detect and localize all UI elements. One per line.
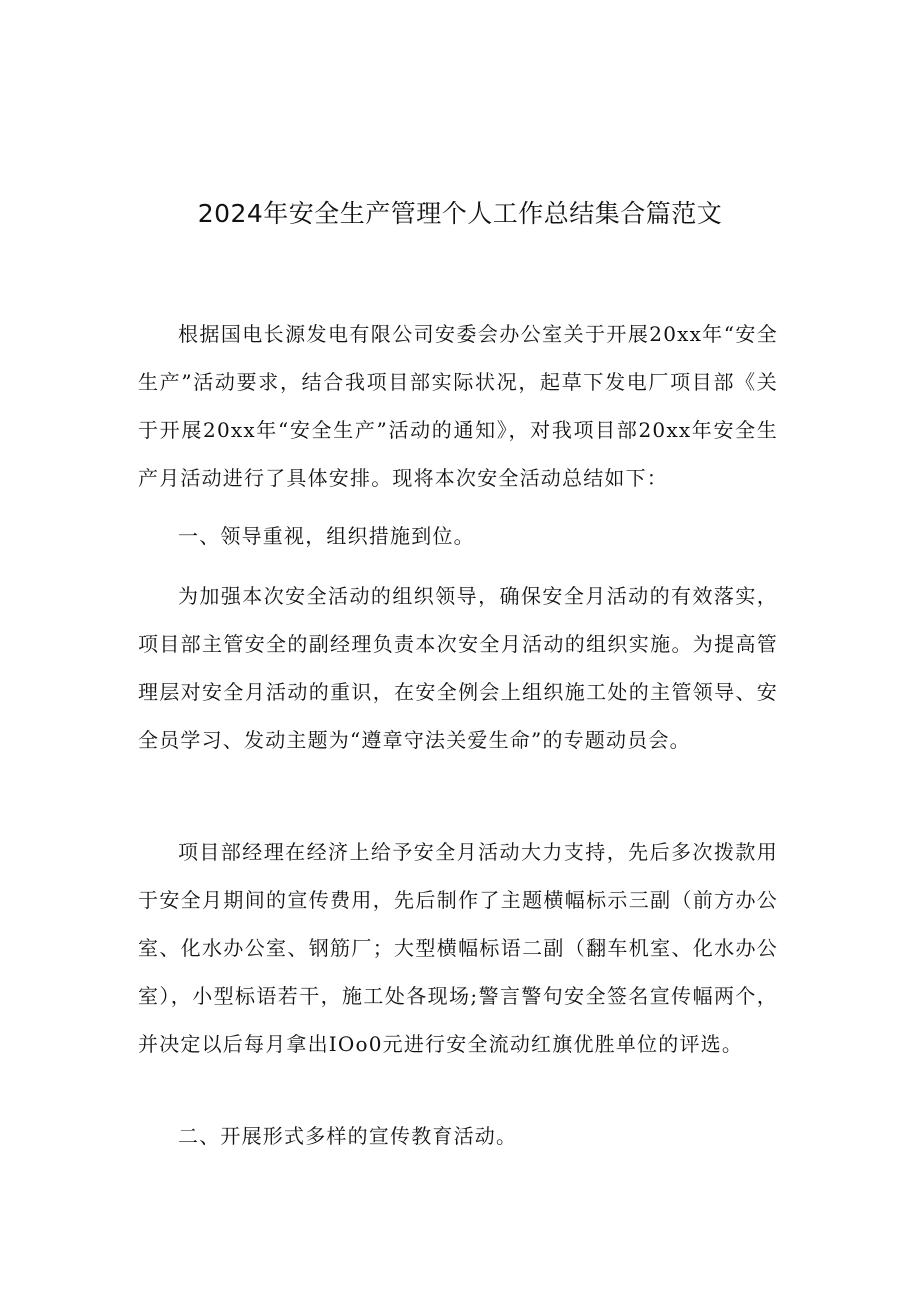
document-title: 2024年安全生产管理个人工作总结集合篇范文 xyxy=(197,199,723,228)
section-heading-1: 一、领导重视，组织措施到位。 xyxy=(178,524,475,548)
paragraph-funding: 项目部经理在经济上给予安全月活动大力支持，先后多次拨款用于安全月期间的宣传费用，先后制作了主题横幅标示三副（前方办公室、化水办公室、钢筋厂；大型横幅标语二副（翻车机室、化水办公室），小型标语若干，施工处各现场;警言警句安全签名宣传幅两个，并决定以后每月拿出IOo0元进行安全流动红旗优胜单位的评选。 xyxy=(138,840,778,1056)
section-heading-2: 二、开展形式多样的宣传教育活动。 xyxy=(178,1124,518,1148)
paragraph-leadership: 为加强本次安全活动的组织领导，确保安全月活动的有效落实，项目部主管安全的副经理负责本次安全月活动的组织实施。为提高管理层对安全月活动的重识，在安全例会上组织施工处的主管领导、安全员学习、发动主题为“遵章守法关爱生命”的专题动员会。 xyxy=(138,584,778,752)
paragraph-intro: 根据国电长源发电有限公司安委会办公室关于开展20xx年“安全生产”活动要求，结合我项目部实际状况，起草下发电厂项目部《关于开展20xx年“安全生产”活动的通知》，对我项目部20xx年安全生产月活动进行了具体安排。现将本次安全活动总结如下： xyxy=(138,322,778,490)
